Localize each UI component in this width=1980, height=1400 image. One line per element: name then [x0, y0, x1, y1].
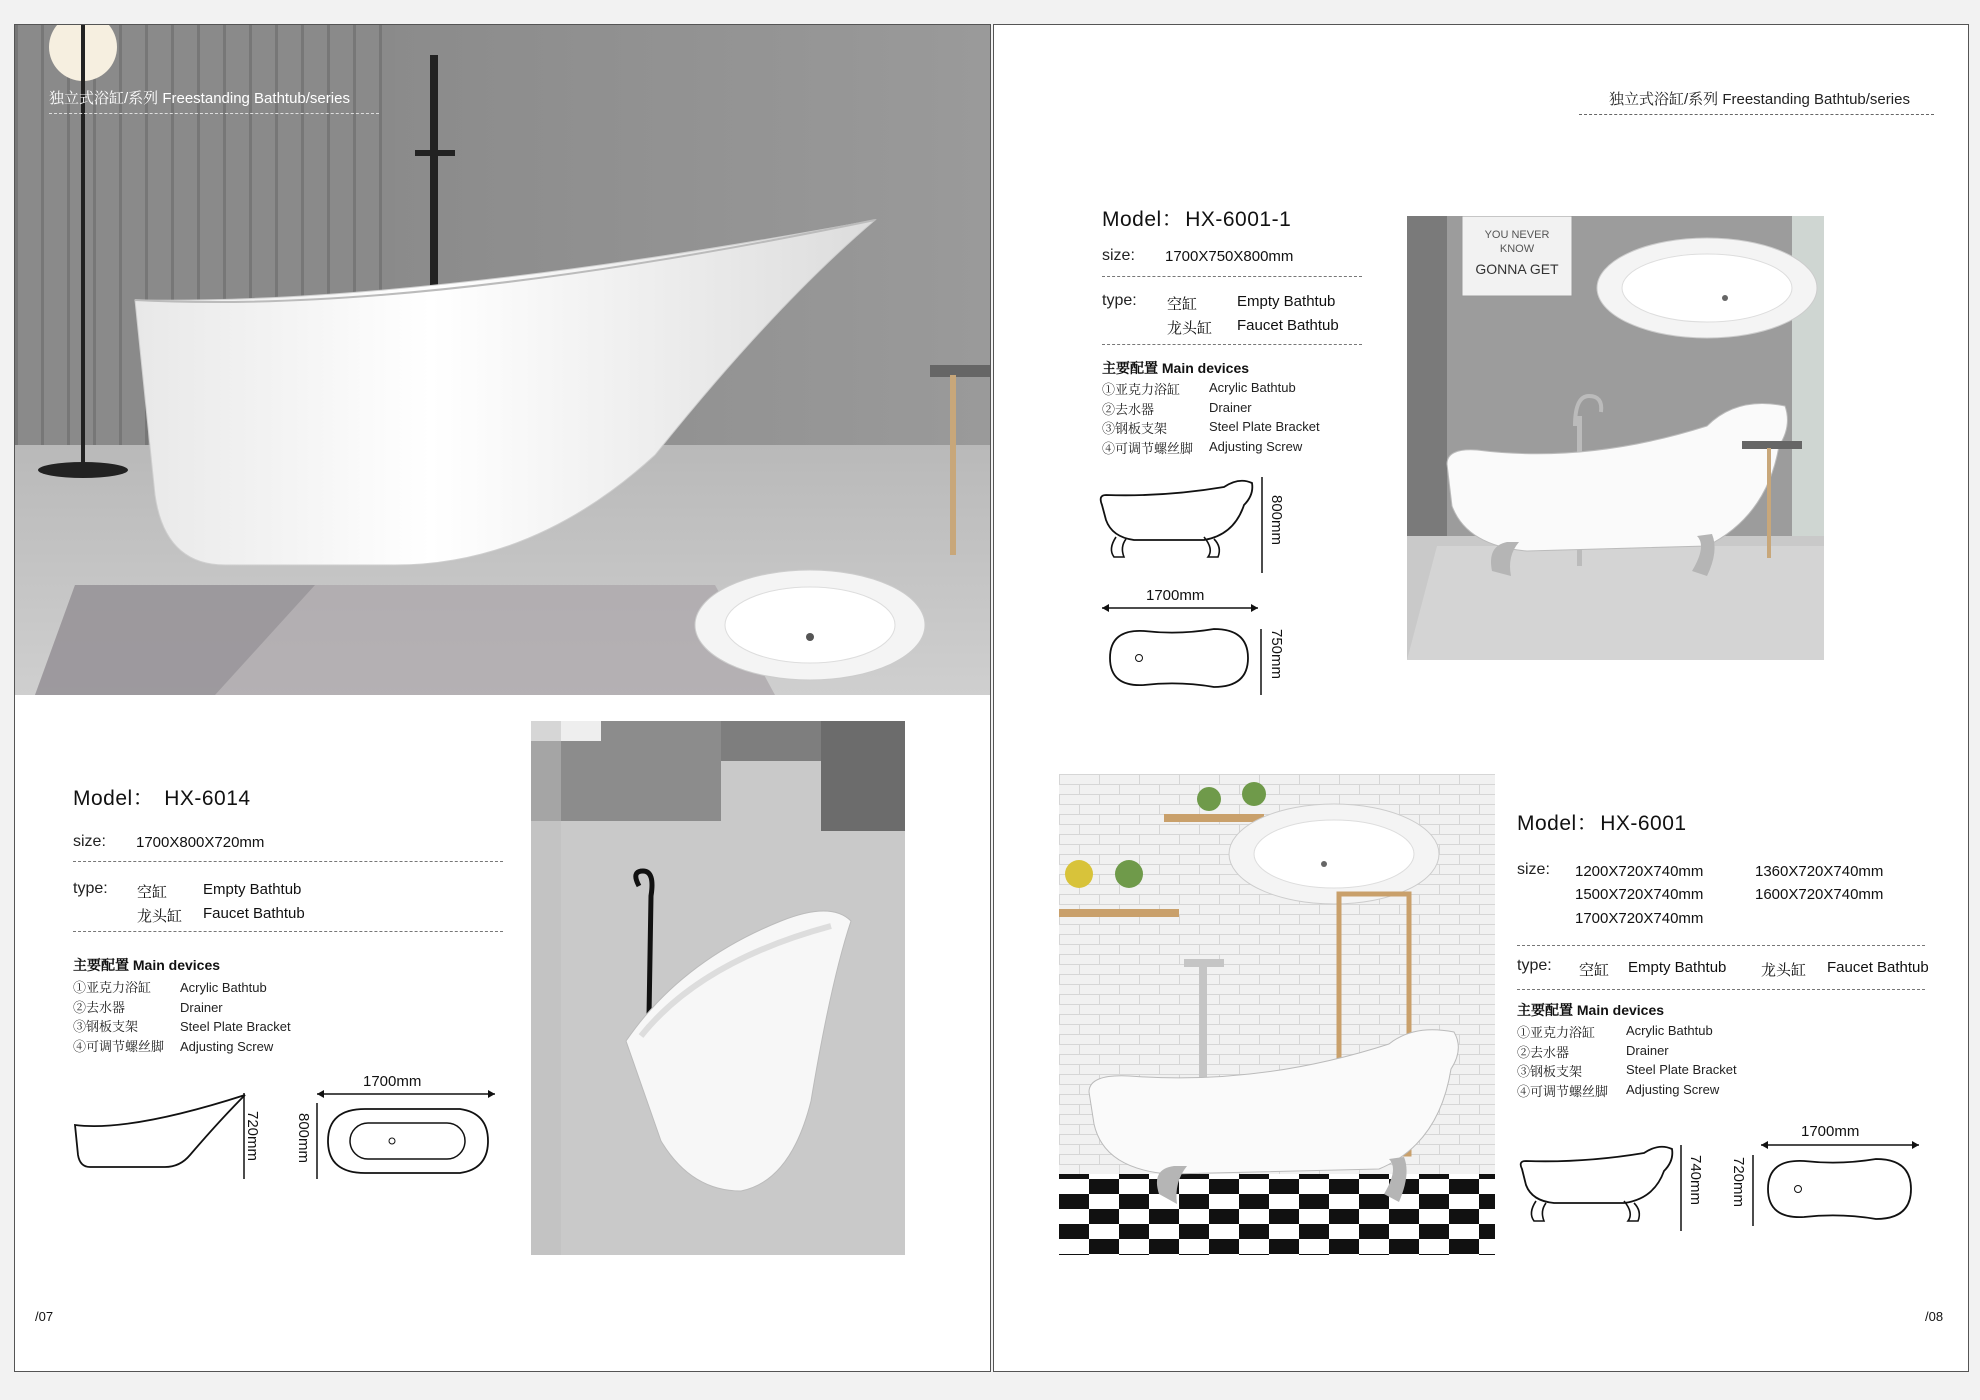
size-label-a: size: [1102, 247, 1135, 264]
main-devices-title-a: 主要配置 Main devices [1102, 360, 1250, 376]
type-en-b1: Empty Bathtub [1628, 959, 1727, 976]
length-dim: 1700mm [363, 1073, 422, 1090]
height-dim-b: 740mm [1687, 1155, 1704, 1206]
main-devices-title-b: 主要配置 Main devices [1517, 1002, 1665, 1018]
series-label: 独立式浴缸/系列 Freestanding Bathtub/series [1609, 91, 1910, 108]
width-dim: 800mm [295, 1113, 312, 1164]
model-heading: Model： HX-6014 [73, 787, 251, 810]
width-dim-line-b [1748, 1153, 1758, 1228]
series-divider [1579, 114, 1934, 115]
photo-hx6001-1 [1407, 216, 1824, 660]
model-number: HX-6014 [164, 787, 251, 810]
size-label: size: [73, 833, 106, 850]
top-view-diagram-a [1104, 623, 1254, 693]
model-heading-b: Model：HX-6001 [1517, 812, 1687, 835]
side-view-diagram [70, 1080, 250, 1175]
series-label: 独立式浴缸/系列 Freestanding Bathtub/series [49, 90, 350, 107]
size-value-b5: 1700X720X740mm [1575, 910, 1704, 927]
type-en-b2: Faucet Bathtub [1827, 959, 1929, 976]
page-number: /07 [35, 1309, 54, 1324]
type-en-1: Empty Bathtub [203, 881, 302, 898]
page-number: /08 [1925, 1309, 1944, 1324]
length-dim-line [315, 1089, 497, 1099]
width-dim-line-a [1256, 627, 1266, 697]
type-en-a1: Empty Bathtub [1237, 293, 1336, 310]
height-dim-line-a [1257, 475, 1267, 575]
divider [73, 861, 503, 862]
divider [1517, 989, 1925, 990]
divider [73, 931, 503, 932]
model-number-a: HX-6001-1 [1185, 208, 1292, 231]
poster-line-3: GONNA GET [1475, 261, 1559, 277]
hero-photo-hx6014 [15, 25, 990, 695]
devices-cn-list-a: ①亚克力浴缸 ②去水器 ③钢板支架 ④可调节螺丝脚 [1102, 382, 1194, 456]
right-page [993, 24, 1969, 1372]
photo-hx6001 [1059, 774, 1495, 1255]
type-label-a: type: [1102, 292, 1137, 309]
width-dim-a: 750mm [1268, 629, 1285, 680]
devices-en-list-a: Acrylic Bathtub Drainer Steel Plate Bracket Adjusting Screw [1209, 380, 1320, 454]
side-view-diagram-a [1094, 465, 1259, 565]
length-dim-b: 1700mm [1801, 1123, 1860, 1140]
width-dim-b: 720mm [1730, 1157, 1747, 1208]
type-cn-a1: 空缸 [1167, 296, 1198, 313]
devices-en-list-b: Acrylic Bathtub Drainer Steel Plate Bracket Adjusting Screw [1626, 1023, 1737, 1097]
left-page [14, 24, 991, 1372]
devices-cn-list-b: ①亚克力浴缸 ②去水器 ③钢板支架 ④可调节螺丝脚 [1517, 1025, 1609, 1099]
side-view-diagram-b [1514, 1135, 1679, 1230]
poster-line-2: KNOW [1499, 243, 1535, 255]
size-value: 1700X800X720mm [136, 834, 265, 851]
top-view-diagram [320, 1101, 495, 1181]
divider [1517, 945, 1925, 946]
size-label-b: size: [1517, 861, 1550, 878]
side-photo-hx6014 [531, 721, 905, 1255]
size-value-b3: 1500X720X740mm [1575, 886, 1704, 903]
model-number-b: HX-6001 [1600, 812, 1687, 835]
type-cn-1: 空缸 [137, 884, 168, 901]
type-cn-a2: 龙头缸 [1167, 320, 1213, 337]
type-en-a2: Faucet Bathtub [1237, 317, 1339, 334]
devices-en-list: Acrylic Bathtub Drainer Steel Plate Bracket Adjusting Screw [180, 980, 291, 1054]
length-dim-a: 1700mm [1146, 587, 1205, 604]
type-label: type: [73, 880, 108, 897]
length-dim-line-b [1759, 1140, 1921, 1150]
size-value-b4: 1600X720X740mm [1755, 886, 1884, 903]
top-view-diagram-b [1762, 1153, 1917, 1225]
poster-line-1: YOU NEVER [1484, 229, 1550, 241]
size-value-b2: 1360X720X740mm [1755, 863, 1884, 880]
size-value-a: 1700X750X800mm [1165, 248, 1294, 265]
type-en-2: Faucet Bathtub [203, 905, 305, 922]
height-dim-line-b [1676, 1143, 1686, 1233]
divider [1102, 276, 1362, 277]
size-value-b1: 1200X720X740mm [1575, 863, 1704, 880]
type-cn-2: 龙头缸 [137, 908, 183, 925]
type-label-b: type: [1517, 957, 1552, 974]
main-devices-title: 主要配置 Main devices [73, 957, 221, 973]
type-cn-b1: 空缸 [1579, 962, 1610, 979]
type-cn-b2: 龙头缸 [1761, 962, 1807, 979]
model-heading-a: Model：HX-6001-1 [1102, 208, 1292, 231]
height-dim: 720mm [244, 1111, 261, 1162]
series-divider [49, 113, 379, 114]
height-dim-a: 800mm [1268, 495, 1285, 546]
devices-cn-list: ①亚克力浴缸 ②去水器 ③钢板支架 ④可调节螺丝脚 [73, 980, 165, 1054]
divider [1102, 344, 1362, 345]
length-dim-line-a [1100, 603, 1260, 613]
